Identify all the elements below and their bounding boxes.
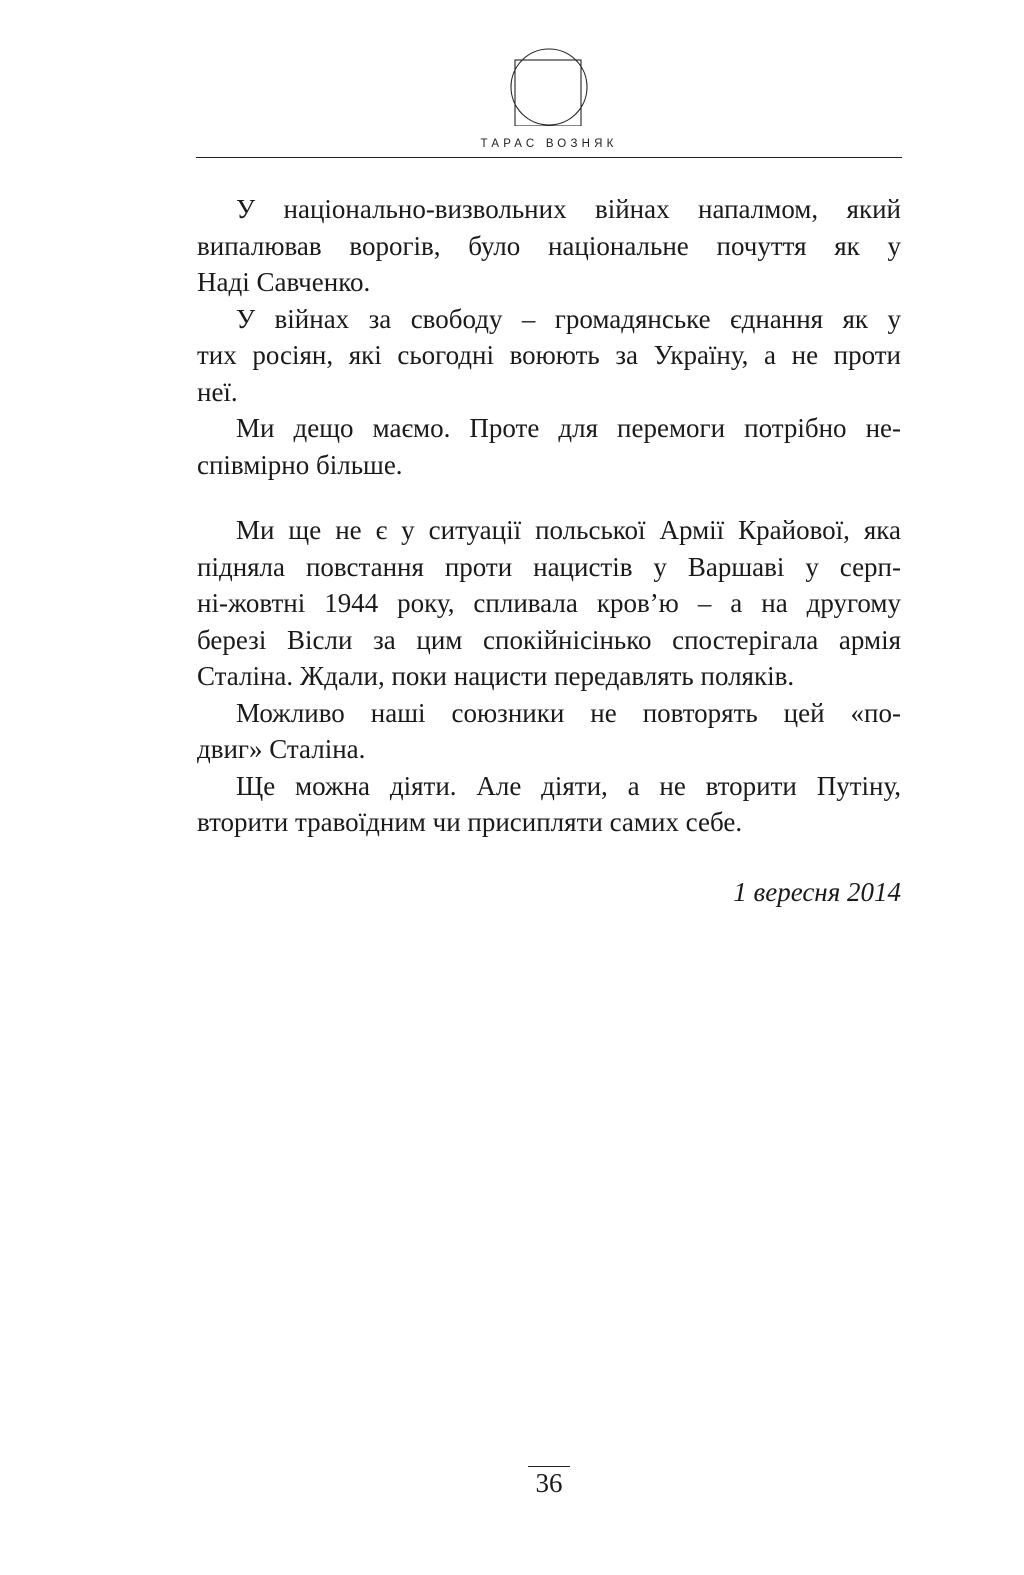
text-line: вторити травоїдним чи присипляти самих себе. (197, 807, 743, 837)
text-line: неї. (197, 376, 238, 407)
text-line: У війнах за свободу – громадянське єднання як у (236, 303, 901, 334)
body-text-part1 (197, 191, 901, 483)
text-line: Ще можна діяти. Але діяти, а не вторити Путіну, (236, 770, 901, 801)
text-line: Ми ще не є у ситуації польської Армії Крайової, яка (236, 515, 901, 545)
dateline: 1 вересня 2014 (733, 877, 901, 907)
text-line: Ми дещо маємо. Проте для перемоги потрібно не- (236, 413, 901, 443)
text-line: двиг» Сталіна. (197, 734, 366, 764)
body-text-part2 (197, 512, 901, 841)
header-rule (196, 157, 902, 158)
text-line: березі Вісли за цим спокійнісінько спостерігала армія (197, 624, 901, 655)
text-line: підняла повстання проти нацистів у Варшаві у серп- (197, 551, 901, 582)
text-line: Сталіна. Ждали, поки нацисти передавлять поляків. (197, 661, 795, 691)
text-line: У національно-визвольних війнах напалмом, який (236, 194, 901, 224)
circle-square-emblem-icon (510, 48, 588, 126)
page-number: 36 (535, 1468, 563, 1498)
text-line: ні-жовтні 1944 року, спливала кров’ю – а на другому (197, 588, 901, 618)
text-line: випалював ворогів, було національне почуття як у (197, 230, 901, 261)
text-line: Наді Савченко. (197, 267, 371, 297)
text-line: тих росіян, які сьогодні воюють за Україну, а не проти (197, 340, 901, 370)
running-head-author: ТАРАС ВОЗНЯК (480, 138, 618, 150)
text-line: Можливо наші союзники не повторять цей «по- (236, 697, 901, 728)
text-line: співмірно більше. (197, 449, 403, 480)
